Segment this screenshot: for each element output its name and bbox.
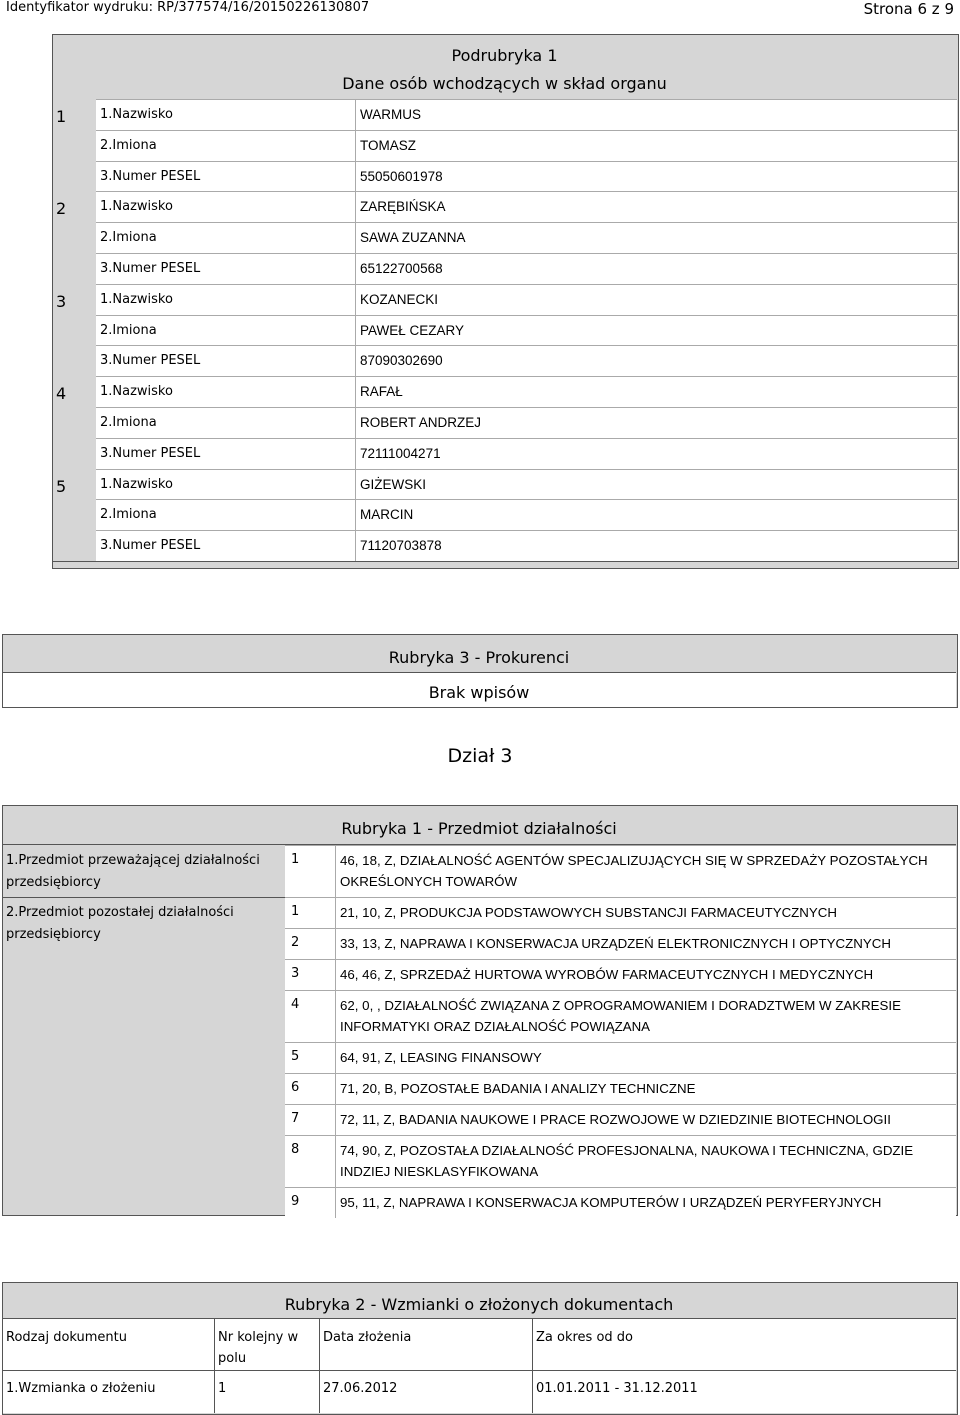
person-row <box>96 284 957 315</box>
person-row <box>96 253 957 284</box>
divider <box>355 161 356 192</box>
field-label: 1.Nazwisko <box>100 384 173 400</box>
divider <box>335 845 336 897</box>
divider <box>355 530 356 561</box>
field-label: 3.Numer PESEL <box>100 538 201 554</box>
main-activity-label: 1.Przedmiot przeważającej działalności <box>6 853 260 868</box>
divider <box>3 1318 956 1319</box>
rubryka2-title: Rubryka 2 - Wzmianki o złożonych dokumentach <box>284 1295 674 1314</box>
person-row <box>96 315 957 346</box>
divider <box>214 1318 215 1413</box>
main-activity-label: przedsiębiorcy <box>6 875 101 890</box>
person-row <box>96 345 957 376</box>
activity-number: 1 <box>291 852 300 867</box>
print-identifier: Identyfikator wydruku: RP/377574/16/20150226130807 <box>6 0 370 15</box>
column-header-date: Data złożenia <box>323 1330 412 1345</box>
activity-number: 6 <box>291 1080 300 1095</box>
person-row <box>96 438 957 469</box>
rubryka3-title: Rubryka 3 - Prokurenci <box>388 648 570 667</box>
field-label: 2.Imiona <box>100 230 157 246</box>
field-value: 71120703878 <box>360 538 442 554</box>
activity-number: 4 <box>291 997 300 1012</box>
field-label: 3.Numer PESEL <box>100 261 201 276</box>
divider <box>335 1073 336 1104</box>
divider <box>3 897 285 898</box>
divider <box>355 407 356 438</box>
document-number: 1 <box>218 1381 227 1396</box>
field-value: PAWEŁ CEZARY <box>360 322 465 338</box>
field-value: ZARĘBIŃSKA <box>360 199 446 215</box>
activity-number: 7 <box>291 1111 300 1126</box>
field-label: 3.Numer PESEL <box>100 168 201 184</box>
divider <box>355 315 356 346</box>
field-label: 3.Numer PESEL <box>100 445 201 461</box>
divider <box>355 253 356 284</box>
activity-number: 8 <box>291 1142 300 1157</box>
activity-text: 71, 20, B, POZOSTAŁE BADANIA I ANALIZY TECHNICZNE <box>340 1081 696 1096</box>
column-header-period: Za okres od do <box>536 1330 633 1345</box>
activity-text: INFORMATYKI ORAZ DZIAŁALNOŚĆ POWIĄZANA <box>340 1019 651 1034</box>
activity-text: 74, 90, Z, POZOSTAŁA DZIAŁALNOŚĆ PROFESJONALNA, NAUKOWA I TECHNICZNA, GDZIE <box>340 1143 914 1158</box>
person-row <box>96 130 957 161</box>
page-number: Strona 6 z 9 <box>863 0 954 18</box>
rubryka3-empty-text: Brak wpisów <box>428 683 530 702</box>
rubryka1-title: Rubryka 1 - Przedmiot działalności <box>341 819 617 838</box>
activity-text: INDZIEJ NIESKLASYFIKOWANA <box>340 1164 539 1179</box>
field-value: ROBERT ANDRZEJ <box>360 415 482 430</box>
subsection-title: Podrubryka 1 <box>451 46 558 65</box>
divider <box>355 191 356 222</box>
divider <box>355 345 356 376</box>
divider <box>52 561 957 562</box>
field-value: KOZANECKI <box>360 291 439 307</box>
field-value: 55050601978 <box>360 168 443 184</box>
person-number: 5 <box>56 476 67 496</box>
field-value: 65122700568 <box>360 261 443 276</box>
divider <box>355 222 356 253</box>
field-value: 87090302690 <box>360 353 443 369</box>
other-activity-label: przedsiębiorcy <box>6 927 101 942</box>
field-label: 3.Numer PESEL <box>100 353 201 369</box>
other-activity-label: 2.Przedmiot pozostałej działalności <box>6 905 234 920</box>
field-value: SAWA ZUZANNA <box>360 230 466 246</box>
divider <box>355 469 356 500</box>
divider <box>335 1042 336 1073</box>
activity-text: 46, 18, Z, DZIAŁALNOŚĆ AGENTÓW SPECJALIZUJĄCYCH SIĘ W SPRZEDAŻY POZOSTAŁYCH <box>340 853 928 868</box>
person-row <box>96 222 957 253</box>
field-value: MARCIN <box>360 507 414 523</box>
activity-number: 5 <box>291 1049 300 1064</box>
field-label: 1.Nazwisko <box>100 476 173 492</box>
document-period: 01.01.2011 - 31.12.2011 <box>536 1381 698 1396</box>
section-title: Dział 3 <box>447 745 513 767</box>
activity-text: 62, 0, , DZIAŁALNOŚĆ ZWIĄZANA Z OPROGRAMOWANIEM I DORADZTWEM W ZAKRESIE <box>340 998 901 1013</box>
activity-number: 1 <box>291 904 300 919</box>
field-label: 2.Imiona <box>100 415 157 430</box>
divider <box>335 990 336 1042</box>
divider <box>355 99 356 130</box>
activity-text: 95, 11, Z, NAPRAWA I KONSERWACJA KOMPUTERÓW I URZĄDZEŃ PERYFERYJNYCH <box>340 1195 882 1210</box>
field-label: 2.Imiona <box>100 137 157 153</box>
divider <box>319 1318 320 1413</box>
activity-text: 21, 10, Z, PRODUKCJA PODSTAWOWYCH SUBSTANCJI FARMACEUTYCZNYCH <box>340 905 837 920</box>
activity-text: 72, 11, Z, BADANIA NAUKOWE I PRACE ROZWOJOWE W DZIEDZINIE BIOTECHNOLOGII <box>340 1112 891 1127</box>
activity-text: 33, 13, Z, NAPRAWA I KONSERWACJA URZĄDZEŃ ELEKTRONICZNYCH I OPTYCZNYCH <box>340 936 891 951</box>
document-date: 27.06.2012 <box>323 1381 398 1396</box>
person-row <box>96 191 957 222</box>
divider <box>3 1370 956 1371</box>
person-number: 2 <box>56 199 67 219</box>
activity-text: 46, 46, Z, SPRZEDAŻ HURTOWA WYROBÓW FARMACEUTYCZNYCH I MEDYCZNYCH <box>340 967 874 982</box>
person-number: 3 <box>56 291 67 311</box>
person-number: 4 <box>56 384 67 404</box>
person-row <box>96 99 957 130</box>
rubryka2-table <box>3 1318 956 1413</box>
divider <box>355 130 356 161</box>
field-value: WARMUS <box>360 107 421 122</box>
divider <box>355 376 356 407</box>
activity-number: 3 <box>291 966 300 981</box>
field-value: RAFAŁ <box>360 384 403 400</box>
person-row <box>96 376 957 407</box>
person-row <box>96 407 957 438</box>
divider <box>335 959 336 990</box>
activity-text: 64, 91, Z, LEASING FINANSOWY <box>340 1050 542 1065</box>
field-label: 2.Imiona <box>100 507 157 523</box>
field-label: 2.Imiona <box>100 322 157 338</box>
column-header-type: Rodzaj dokumentu <box>6 1330 127 1345</box>
divider <box>355 499 356 530</box>
divider <box>335 1187 336 1218</box>
column-header-number: Nr kolejny w <box>218 1330 299 1345</box>
field-label: 1.Nazwisko <box>100 199 173 215</box>
column-header-number: polu <box>218 1351 247 1366</box>
document-type: 1.Wzmianka o złożeniu <box>6 1381 156 1396</box>
field-value: 72111004271 <box>360 445 441 461</box>
field-label: 1.Nazwisko <box>100 291 173 307</box>
divider <box>532 1318 533 1413</box>
divider <box>335 1104 336 1135</box>
field-value: GIŻEWSKI <box>360 476 427 492</box>
subsection-subtitle: Dane osób wchodzących w skład organu <box>342 74 667 93</box>
person-row <box>96 161 957 192</box>
divider <box>335 928 336 959</box>
person-row <box>96 469 957 500</box>
divider <box>355 438 356 469</box>
activity-text: OKREŚLONYCH TOWARÓW <box>340 874 518 889</box>
activity-number: 9 <box>291 1194 300 1209</box>
divider <box>335 1135 336 1187</box>
divider <box>355 284 356 315</box>
person-row <box>96 530 957 561</box>
field-label: 1.Nazwisko <box>100 107 173 122</box>
person-row <box>96 499 957 530</box>
field-value: TOMASZ <box>360 137 417 153</box>
divider <box>335 897 336 928</box>
activity-number: 2 <box>291 935 300 950</box>
person-number: 1 <box>56 107 67 126</box>
